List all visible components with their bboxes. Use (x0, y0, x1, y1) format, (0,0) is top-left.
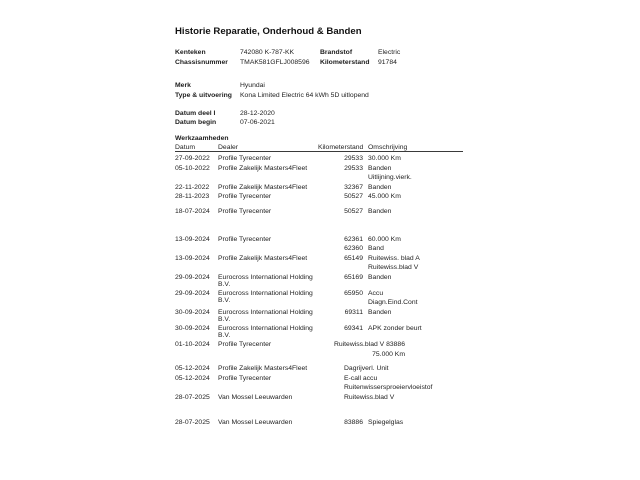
row-datum: 27-09-2022 (175, 155, 210, 162)
detail-line (318, 235, 467, 245)
chassisnummer-value: TMAK581GFLJ008596 (240, 58, 310, 66)
row-details (318, 374, 467, 393)
detail-line: Ruitewiss.blad V (344, 393, 395, 401)
table-row (175, 308, 467, 324)
table-row (175, 340, 467, 359)
row-datum: 18-07-2024 (175, 207, 210, 215)
row-dealer: Van Mossel Leeuwarden (218, 419, 293, 427)
detail-line (318, 173, 467, 183)
vehicle-history-report (175, 0, 467, 428)
row-details (318, 154, 467, 164)
detail-line (318, 207, 467, 217)
chassisnummer-label: Chassisnummer (175, 58, 228, 66)
row-dealer: Profile Tyrecenter (218, 207, 272, 215)
table-row (175, 183, 467, 193)
column-header-kilometerstand: Kilometerstand (318, 143, 364, 151)
table-row (175, 164, 467, 183)
detail-line (318, 324, 467, 334)
info-row (175, 58, 467, 68)
table-row (175, 289, 467, 308)
column-header-dealer: Dealer (218, 143, 239, 151)
row-details (318, 393, 467, 403)
detail-omschrijving: Ruitewiss.blad V (368, 264, 419, 271)
detail-km (318, 298, 363, 308)
detail-omschrijving: Band (368, 245, 384, 252)
row-dealer: Profile Tyrecenter (218, 374, 272, 382)
page-title: Historie Reparatie, Onderhoud & Banden (175, 26, 362, 37)
type-uitvoering-value: Kona Limited Electric 64 kWh 5D uitlopend (240, 91, 369, 99)
table-row (175, 207, 467, 217)
detail-km (318, 263, 363, 273)
kenteken-label: Kenteken (175, 49, 206, 56)
row-details (318, 324, 467, 340)
detail-line (318, 183, 467, 193)
detail-omschrijving: 45.000 Km (368, 193, 401, 200)
detail-line (318, 192, 467, 202)
row-dealer: Profile Zakelijk Masters4Fleet (218, 164, 308, 172)
row-datum: 01-10-2024 (175, 341, 210, 349)
detail-omschrijving: Banden (368, 273, 392, 281)
detail-line (318, 418, 467, 428)
row-details (318, 418, 467, 428)
datum-deel-1-label: Datum deel I (175, 109, 216, 117)
datum-deel-1-value: 28-12-2020 (240, 109, 275, 117)
row-datum: 05-12-2024 (175, 374, 210, 382)
registration-section (175, 48, 467, 67)
detail-line (318, 244, 467, 254)
column-header-datum: Datum (175, 143, 196, 151)
detail-km: 62361 (344, 235, 363, 243)
detail-line (318, 154, 467, 164)
table-row (175, 374, 467, 393)
detail-km: 83886 (344, 419, 363, 427)
werkzaamheden-heading: Werkzaamheden (175, 134, 229, 142)
detail-line (318, 308, 467, 318)
detail-omschrijving: Spiegelglas (368, 419, 404, 427)
detail-km: 65169 (344, 273, 363, 281)
detail-line (318, 164, 467, 174)
detail-km: 50527 (344, 193, 363, 200)
row-datum: 13-09-2024 (175, 254, 210, 262)
datum-begin-value: 07-06-2021 (240, 119, 275, 126)
detail-line: Ruitenwissersproeiervloeistof (344, 384, 433, 392)
row-details (318, 340, 467, 359)
detail-omschrijving: Accu (368, 289, 384, 297)
merk-label: Merk (175, 82, 191, 89)
kilometerstand-label: Kilometerstand (320, 58, 370, 66)
table-row (175, 418, 467, 428)
row-datum: 30-09-2024 (175, 324, 210, 332)
table-row (175, 273, 467, 289)
row-datum: 29-09-2024 (175, 289, 210, 297)
row-dealer: Eurocross International Holding B.V. (218, 289, 313, 305)
row-dealer: Eurocross International Holding B.V. (218, 324, 313, 340)
detail-km: 65149 (344, 254, 363, 262)
header-rule (175, 151, 463, 152)
table-header (175, 144, 467, 151)
detail-km: 65950 (344, 289, 363, 297)
row-details (318, 273, 467, 289)
detail-omschrijving: Banden (368, 183, 392, 191)
row-datum: 30-09-2024 (175, 308, 210, 316)
table-body (175, 154, 467, 428)
detail-omschrijving: Banden (368, 308, 392, 316)
info-row (175, 48, 467, 58)
row-details (318, 308, 467, 324)
detail-omschrijving: Banden (368, 207, 392, 215)
brandstof-value: Electric (378, 49, 401, 56)
row-dealer: Eurocross International Holding B.V. (218, 308, 313, 324)
table-row (175, 254, 467, 273)
row-details (318, 192, 467, 202)
detail-omschrijving: APK zonder beurt (368, 324, 422, 332)
row-dealer: Profile Tyrecenter (218, 155, 272, 162)
dates-section (175, 109, 467, 128)
detail-line (318, 263, 467, 273)
row-dealer: Eurocross International Holding B.V. (218, 273, 313, 289)
info-row (175, 91, 467, 101)
row-dealer: Profile Zakelijk Masters4Fleet (218, 254, 308, 262)
detail-omschrijving: 60.000 Km (368, 235, 401, 243)
row-details (318, 164, 467, 183)
row-datum: 13-09-2024 (175, 235, 210, 243)
table-row (175, 154, 467, 164)
detail-km: 50527 (344, 207, 363, 215)
info-row (175, 118, 467, 128)
detail-line (318, 289, 467, 299)
table-row (175, 393, 467, 403)
info-row (175, 109, 467, 119)
detail-km: 32367 (344, 183, 363, 191)
kilometerstand-value: 91784 (378, 58, 397, 66)
kenteken-value: 742080 K-787-KK (240, 49, 295, 56)
row-dealer: Profile Tyrecenter (218, 235, 272, 243)
detail-omschrijving: Diagn.Eind.Cont (368, 299, 418, 307)
detail-km: 29533 (344, 155, 363, 162)
detail-omschrijving: 30.000 Km (368, 155, 401, 162)
row-dealer: Profile Tyrecenter (218, 193, 272, 200)
row-details (318, 289, 467, 308)
row-datum: 05-12-2024 (175, 365, 210, 373)
detail-km: 69341 (344, 324, 363, 332)
row-dealer: Van Mossel Leeuwarden (218, 393, 293, 401)
row-details (318, 235, 467, 254)
detail-line: Ruitewiss.blad V 83886 (333, 341, 405, 349)
row-datum: 05-10-2022 (175, 164, 210, 172)
brandstof-label: Brandstof (320, 49, 353, 56)
info-row (175, 81, 467, 91)
detail-km: 29533 (344, 164, 363, 172)
row-dealer: Profile Tyrecenter (218, 341, 272, 349)
detail-line (318, 254, 467, 264)
row-details (318, 364, 467, 374)
table-row (175, 192, 467, 202)
detail-km: 62360 (344, 245, 363, 252)
row-datum: 28-11-2023 (175, 193, 210, 200)
row-dealer: Profile Zakelijk Masters4Fleet (218, 183, 308, 191)
detail-omschrijving: Banden (368, 164, 392, 172)
detail-line: E-call accu (344, 374, 378, 382)
detail-line: 75.000 Km (372, 350, 405, 358)
row-datum: 29-09-2024 (175, 273, 210, 281)
merk-value: Hyundai (240, 82, 265, 89)
type-uitvoering-label: Type & uitvoering (175, 91, 232, 99)
detail-line: Dagrijverl. Unit (344, 365, 389, 373)
detail-line (318, 298, 467, 308)
datum-begin-label: Datum begin (175, 119, 217, 126)
detail-line (318, 273, 467, 283)
detail-omschrijving: Uitlijning.vierk. (368, 174, 412, 181)
column-header-omschrijving: Omschrijving (368, 143, 408, 151)
row-datum: 28-07-2025 (175, 393, 210, 401)
table-row (175, 364, 467, 374)
table-row (175, 324, 467, 340)
table-row (175, 235, 467, 254)
detail-km: 69311 (344, 308, 363, 316)
row-datum: 28-07-2025 (175, 419, 210, 427)
row-dealer: Profile Zakelijk Masters4Fleet (218, 365, 308, 373)
row-details (318, 254, 467, 273)
row-datum: 22-11-2022 (175, 183, 210, 191)
row-details (318, 207, 467, 217)
model-section (175, 81, 467, 100)
detail-omschrijving: Ruitewiss. blad A (368, 254, 420, 262)
detail-km (318, 173, 363, 183)
row-details (318, 183, 467, 193)
